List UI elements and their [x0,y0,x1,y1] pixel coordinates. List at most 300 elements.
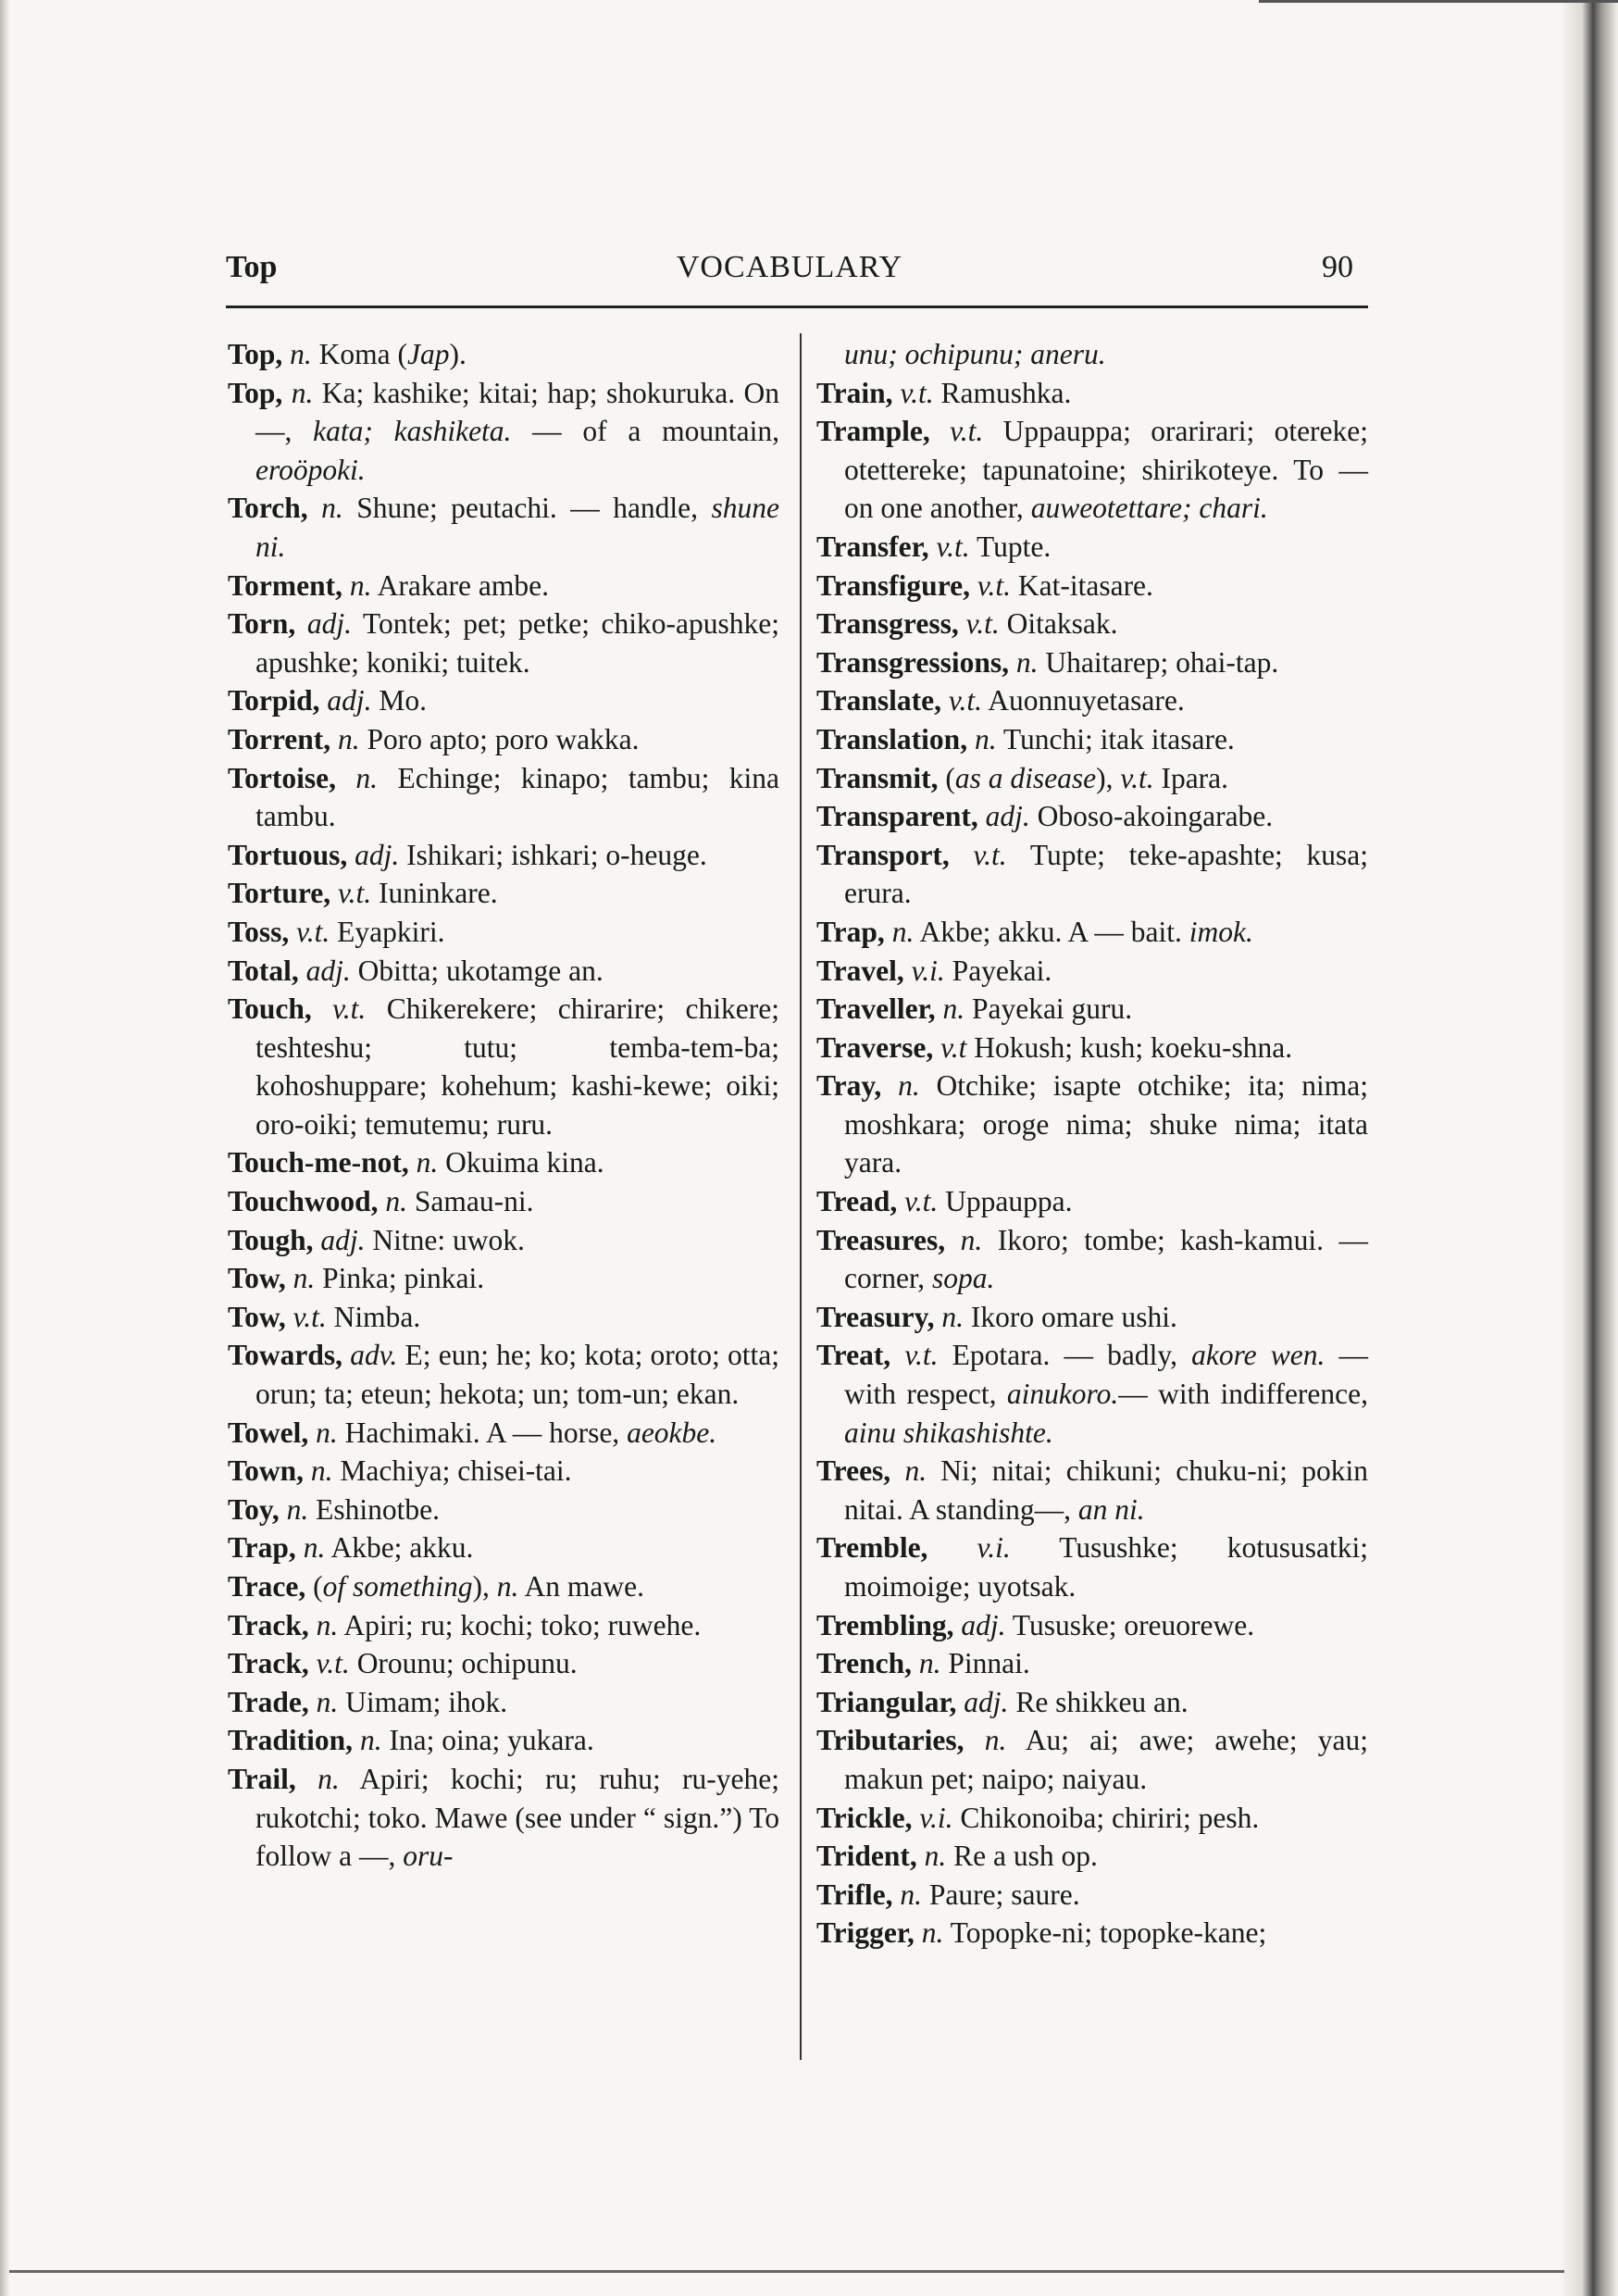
definition-text [929,530,937,563]
definition-text: ), [472,1570,497,1603]
headword: Trees, [816,1454,891,1488]
definition-text: Orounu; ochipunu. [349,1647,578,1680]
dictionary-entry [228,759,779,836]
headword: Transfer, [816,530,929,563]
part-of-speech: n. [496,1570,519,1603]
definition-text: Eshinotbe. [308,1492,441,1526]
definition-text: Okuima kina. [438,1146,604,1179]
definition-text: Uppauppa. [938,1185,1073,1218]
dictionary-entry [228,913,779,952]
dictionary-entry [816,990,1368,1029]
part-of-speech: v.t. [904,1185,939,1218]
italic-text: ainu shikashishte. [844,1416,1053,1449]
definition-text: Auonnuyetasare. [982,684,1185,718]
definition-text: Pinnai. [940,1647,1030,1680]
italic-text: shune ni. [255,492,779,563]
italic-text: kata; kashiketa. [313,415,512,448]
dictionary-entry [816,1452,1368,1529]
headword: Track, [228,1608,309,1641]
definition-text: Payekai. [944,954,1052,987]
headword: Torpid, [228,684,320,718]
definition-text [917,1840,925,1872]
headword: Touch-me-not, [228,1146,409,1179]
definition-text: Obitta; ukotamge an. [350,954,604,987]
italic-text: oru- [403,1840,454,1873]
definition-text: E; eun; he; ko; kota; oroto; otta; orun; ta; eteun; hekota; un; tom-un; ekan. [255,1339,780,1411]
headword: Total, [228,954,299,987]
part-of-speech: n. [349,568,372,602]
definition-text: ). [449,338,467,370]
definition-text: Apiri; ru; kochi; toko; ruwehe. [338,1608,702,1641]
italic-text: sopa. [931,1262,995,1295]
dictionary-entry [228,720,779,759]
part-of-speech: n. [974,722,997,755]
definition-text: Koma ( [311,338,407,370]
definition-text [295,607,307,640]
column-divider [800,333,802,2060]
definition-text: Uimam; ihok. [338,1685,508,1718]
part-of-speech: n. [291,376,314,409]
page-number: 90 [1322,250,1353,284]
definition-text [296,1763,317,1795]
dictionary-entry [228,1259,779,1298]
dictionary-entry [228,1336,779,1413]
definition-text: Apiri; kochi; ru; ruhu; ru-yehe; rukotchi; toko. Mawe (see under “ sign.”) To follow a —, [255,1762,780,1873]
headword: Transgressions, [816,645,1009,679]
dictionary-entry [228,836,779,875]
definition-text [304,1454,311,1487]
headword: Trigger, [816,1916,915,1950]
definition-text [330,723,338,755]
dictionary-entry [816,567,1368,605]
headword: Toy, [228,1492,280,1526]
definition-text: Chikerekere; chirarire; chikere; teshteshu; tutu; temba-tem-ba; kohoshuppare; kohehum; kashi-kewe; oiki; oro-oiki; temutemu; ruru. [255,992,779,1141]
italic-text: auweotettare; chari. [1030,492,1268,525]
definition-text: Hokush; kush; koeku-shna. [966,1030,1293,1064]
header-rule [226,306,1368,308]
dictionary-entry [816,1529,1368,1605]
dictionary-entry [816,1837,1368,1876]
italic-text: Jap [407,338,450,370]
headword: Transport, [816,838,950,871]
definition-text [881,1069,898,1102]
definition-text: — of a mountain, [511,415,779,448]
dictionary-entry [228,567,779,605]
dictionary-entry [228,605,779,681]
dictionary-entry [228,990,779,1143]
definition-text: Tupte. [969,530,1052,563]
italic-text: eroöpoki. [255,453,366,486]
headword: Touchwood, [228,1185,379,1218]
part-of-speech: n. [960,1223,983,1256]
headword: Toss, [228,915,290,948]
part-of-speech: adj. [985,800,1030,833]
part-of-speech: n. [898,1069,920,1103]
part-of-speech: adj. [320,1223,366,1256]
italic-text: imok. [1189,915,1253,948]
definition-text [308,492,321,524]
definition-text: Machiya; chisei-tai. [332,1454,572,1488]
part-of-speech: v.t. [316,1647,350,1680]
part-of-speech: n. [303,1531,326,1565]
part-of-speech: n. [317,1762,340,1795]
headword: Tremble, [816,1531,928,1565]
headword: Torment, [228,568,342,602]
definition-text: Tupte; teke-apashte; kusa; erura. [844,838,1369,910]
part-of-speech: n. [918,1647,941,1680]
headword: Track, [228,1647,309,1680]
headword: Torn, [228,607,296,641]
definition-text: Poro apto; poro wakka. [359,722,640,755]
headword: Traverse, [816,1030,934,1064]
part-of-speech: v.t. [936,530,970,563]
headword: Transgress, [816,607,959,641]
running-header [226,250,1353,296]
headword: Towards, [228,1339,343,1372]
part-of-speech: adj. [964,1685,1009,1718]
definition-text [353,1724,360,1756]
part-of-speech: n. [921,1916,944,1950]
headword: Tough, [228,1223,314,1256]
headword: Traveller, [816,992,936,1026]
definition-text: Tusushke; kotususatki; moimoige; uyotsak. [844,1531,1368,1603]
definition-text [286,1301,293,1333]
definition-text: Kat-itasare. [1011,568,1153,602]
dictionary-entry [228,335,779,374]
definition-text: Pinka; pinkai. [315,1262,485,1295]
headword: Trap, [228,1531,296,1565]
definition-text: Ipara. [1153,761,1229,794]
definition-text [912,1647,919,1679]
definition-text [885,916,892,948]
definition-text [915,1916,922,1949]
italic-text: an ni. [1077,1492,1145,1526]
part-of-speech: v.t. [948,684,983,718]
dictionary-entry [816,720,1368,759]
dictionary-entry [816,1914,1368,1953]
dictionary-entry [816,643,1368,682]
dictionary-entry [228,681,779,720]
definition-text: ( [305,1570,323,1603]
definition-text [941,684,949,717]
headword: Top, [228,376,283,409]
italic-text: akore wen. [1191,1339,1326,1372]
definition-text: Payekai guru. [965,992,1133,1026]
page-left-edge [0,0,9,2296]
definition-text [289,916,296,948]
definition-text: Nimba. [326,1300,421,1333]
definition-text [347,839,355,871]
definition-text [933,1031,940,1064]
part-of-speech: n. [984,1724,1007,1757]
definition-text: Paure; saure. [922,1878,1080,1911]
headword: Trample, [816,415,930,448]
definition-text [904,955,912,987]
dictionary-entry [228,1298,779,1337]
definition-text: Topopke-ni; topopke-kane; [943,1916,1267,1950]
definition-text [890,1454,904,1487]
italic-text: of something [322,1570,473,1603]
headword: Treasures, [816,1223,946,1256]
definition-text [299,955,306,987]
part-of-speech: n. [355,761,379,794]
definition-text [309,1647,317,1679]
headword: Trembling, [816,1608,954,1641]
part-of-speech: v.t. [950,415,984,448]
definition-text [309,1609,317,1641]
part-of-speech: v.t. [332,992,367,1026]
italic-text: unu; ochipunu; aneru. [844,338,1106,370]
part-of-speech: n. [900,1878,923,1911]
part-of-speech: v.i. [911,954,945,987]
dictionary-entry [228,1567,779,1606]
definition-text: Nitne: uwok. [365,1223,525,1256]
definition-text [330,877,338,909]
headword: Town, [228,1454,305,1488]
headword: Trace, [228,1570,306,1603]
dictionary-entry [816,836,1368,913]
dictionary-entry [816,759,1368,798]
dictionary-entry [816,1644,1368,1683]
definition-text [970,569,977,602]
part-of-speech: n. [1015,645,1039,679]
definition-text: Re a ush op. [946,1840,1098,1873]
part-of-speech: adj. [327,684,372,718]
part-of-speech: v.t [940,1030,967,1064]
definition-text [342,569,350,602]
part-of-speech: adv. [350,1339,398,1372]
definition-text: Re shikkeu an. [1008,1685,1189,1718]
headword: Torch, [228,492,308,525]
definition-text: ( [938,761,955,794]
part-of-speech: n. [338,722,360,755]
headword: Train, [816,376,893,409]
definition-text [312,992,332,1025]
definition-text: Ina; oina; yukara. [381,1724,594,1757]
dictionary-entry [816,1876,1368,1915]
part-of-speech: n. [321,492,343,525]
dictionary-entry [816,1721,1368,1798]
definition-text: Akbe; akku. A — bait. [914,915,1189,948]
dictionary-entry [816,1683,1368,1722]
part-of-speech: n. [359,1724,382,1757]
definition-text: Ikoro; tombe; kash-kamui. — corner, [844,1223,1369,1295]
headword: Tortuous, [228,838,348,871]
dictionary-entry [816,1799,1368,1838]
dictionary-entry [816,681,1368,720]
dictionary-entry [816,1606,1368,1645]
dictionary-entry [228,1491,779,1529]
headword: Touch, [228,992,312,1026]
definition-text [930,415,950,447]
definition-text: Uhaitarep; ohai-tap. [1038,645,1279,679]
part-of-speech: adj. [306,607,352,641]
definition-text: Mo. [371,684,428,718]
dictionary-entry [816,1298,1368,1337]
definition-text [965,1724,985,1756]
headword: Tow, [228,1300,286,1333]
headword: Travel, [816,954,904,987]
dictionary-entry [816,1067,1368,1182]
definition-text: Shune; peutachi. — handle, [342,492,712,525]
headword: Trident, [816,1840,917,1873]
dictionary-entry [816,952,1368,991]
definition-text [280,1493,287,1526]
dictionary-entry [228,1644,779,1683]
dictionary-entry [228,1683,779,1722]
dictionary-entry [228,374,779,490]
headword: Towel, [228,1416,309,1449]
part-of-speech: n. [286,1492,309,1526]
headword: Triangular, [816,1685,957,1718]
part-of-speech: v.t. [292,1300,327,1333]
definition-text: Iuninkare. [371,877,498,910]
definition-text: Au; ai; awe; awehe; yau; makun pet; naipo; naiyau. [844,1724,1369,1795]
part-of-speech: n. [416,1146,439,1179]
dictionary-entry [816,1336,1368,1452]
dictionary-entry [816,1182,1368,1221]
headword: Transfigure, [816,568,970,602]
part-of-speech: adj. [305,954,351,987]
definition-text [945,1224,961,1256]
headword: Trail, [228,1762,296,1795]
top-edge-line [1259,0,1618,3]
definition-text: Tususke; oreuorewe. [1005,1608,1255,1641]
dictionary-entry [816,1029,1368,1067]
headword: Transmit, [816,761,939,794]
definition-text: Ka; kashike; kitai; hap; shokuruka. On —, [255,376,780,448]
definition-text: Ikoro omare ushi. [963,1300,1177,1333]
definition-text [409,1146,417,1179]
headword: Trap, [816,915,885,948]
dictionary-entry [816,913,1368,952]
definition-text: — with respect, [844,1339,1369,1411]
definition-text: Echinge; kinapo; tambu; kina tambu. [255,761,779,833]
headword: Trickle, [816,1801,913,1834]
part-of-speech: v.t. [965,607,1000,641]
definition-text [282,377,291,409]
headword: Tread, [816,1185,898,1218]
headword: Tributaries, [816,1724,965,1757]
headword: Top, [228,338,283,370]
part-of-speech: n. [942,992,965,1026]
definition-text: Chikonoiba; chiriri; pesh. [952,1801,1260,1834]
definition-text: An mawe. [518,1570,644,1603]
headword: Treat, [816,1339,891,1372]
dictionary-entry [228,1414,779,1453]
headword: Translate, [816,684,942,718]
definition-text: Hachimaki. A — horse, [337,1416,628,1449]
definition-text [897,1185,904,1217]
definition-text: Ramushka. [933,376,1072,409]
part-of-speech: v.i. [919,1801,953,1834]
definition-text [950,839,974,871]
definition-text [286,1262,293,1294]
definition-text [890,1339,904,1371]
definition-text: Eyapkiri. [330,915,445,948]
part-of-speech: n. [924,1840,947,1873]
part-of-speech: n. [941,1300,964,1333]
dictionary-entry [816,797,1368,836]
part-of-speech: v.t. [973,838,1007,871]
dictionary-entry [816,605,1368,643]
part-of-speech: adj. [355,838,400,871]
definition-text [342,1339,350,1371]
definition-text: Samau-ni. [407,1185,534,1218]
part-of-speech: n. [904,1454,927,1488]
dictionary-entry [228,1529,779,1567]
dictionary-entry [228,952,779,991]
definition-text [309,1686,317,1718]
definition-text: Tunchi; itak itasare. [996,722,1235,755]
dictionary-entry [228,1143,779,1182]
definition-text: Ni; nitai; chikuni; chuku-ni; pokin nitai. A standing—, [844,1454,1369,1526]
definition-text: Epotara. — badly, [938,1339,1192,1372]
dictionary-entry [228,1760,779,1876]
definition-text: Arakare ambe. [371,568,549,602]
dictionary-entry [816,335,1368,374]
italic-text: ainukoro. [1006,1378,1119,1411]
definition-text [282,338,290,370]
definition-text: Akbe; akku. [325,1531,474,1565]
definition-text [959,607,966,640]
definition-text: Oboso-akoingarabe. [1029,800,1274,833]
headword: Treasury, [816,1300,935,1333]
headword: Tortoise, [228,761,336,794]
definition-text: — with indifference, [1118,1378,1368,1411]
bottom-edge-line [9,2270,1564,2273]
part-of-speech: v.t. [1120,761,1154,794]
part-of-speech: v.t. [296,915,330,948]
definition-text [927,1531,977,1564]
italic-text: as a disease [954,761,1097,794]
part-of-speech: n. [385,1185,408,1218]
headword: Tradition, [228,1724,354,1757]
definition-text: Uppauppa; orarirari; otereke; otettereke; tapunatoine; shirikoteye. To — on one another, [844,415,1369,525]
header-guide-word: Top [226,250,278,284]
definition-text: Ishikari; ishkari; o-heuge. [399,838,707,871]
part-of-speech: v.i. [977,1531,1011,1565]
part-of-speech: n. [316,1416,338,1449]
dictionary-entry [228,1452,779,1491]
dictionary-entry [228,489,779,566]
definition-text [1009,646,1016,679]
italic-text: aeokbe. [627,1416,717,1449]
definition-text: Otchike; isapte otchike; ita; nima; moshkara; oroge nima; shuke nima; itata yara. [844,1069,1368,1179]
part-of-speech: n. [290,338,312,370]
dictionary-entry [816,528,1368,567]
headword: Transparent, [816,800,978,833]
part-of-speech: v.t. [338,877,372,910]
definition-text: Oitaksak. [999,607,1118,641]
part-of-speech: v.t. [904,1339,939,1372]
headword: Trench, [816,1647,912,1680]
definition-text [296,1531,304,1564]
headword: Torture, [228,877,331,910]
dictionary-entry [816,374,1368,413]
headword: Tow, [228,1262,286,1295]
definition-text [978,800,986,832]
headword: Torrent, [228,722,331,755]
right-column [816,335,1368,1953]
headword: Translation, [816,722,968,755]
headword: Tray, [816,1069,882,1103]
part-of-speech: v.t. [977,568,1011,602]
dictionary-entry [816,1221,1368,1298]
headword: Trifle, [816,1878,893,1911]
definition-text [967,723,975,755]
part-of-speech: v.t. [900,376,934,409]
